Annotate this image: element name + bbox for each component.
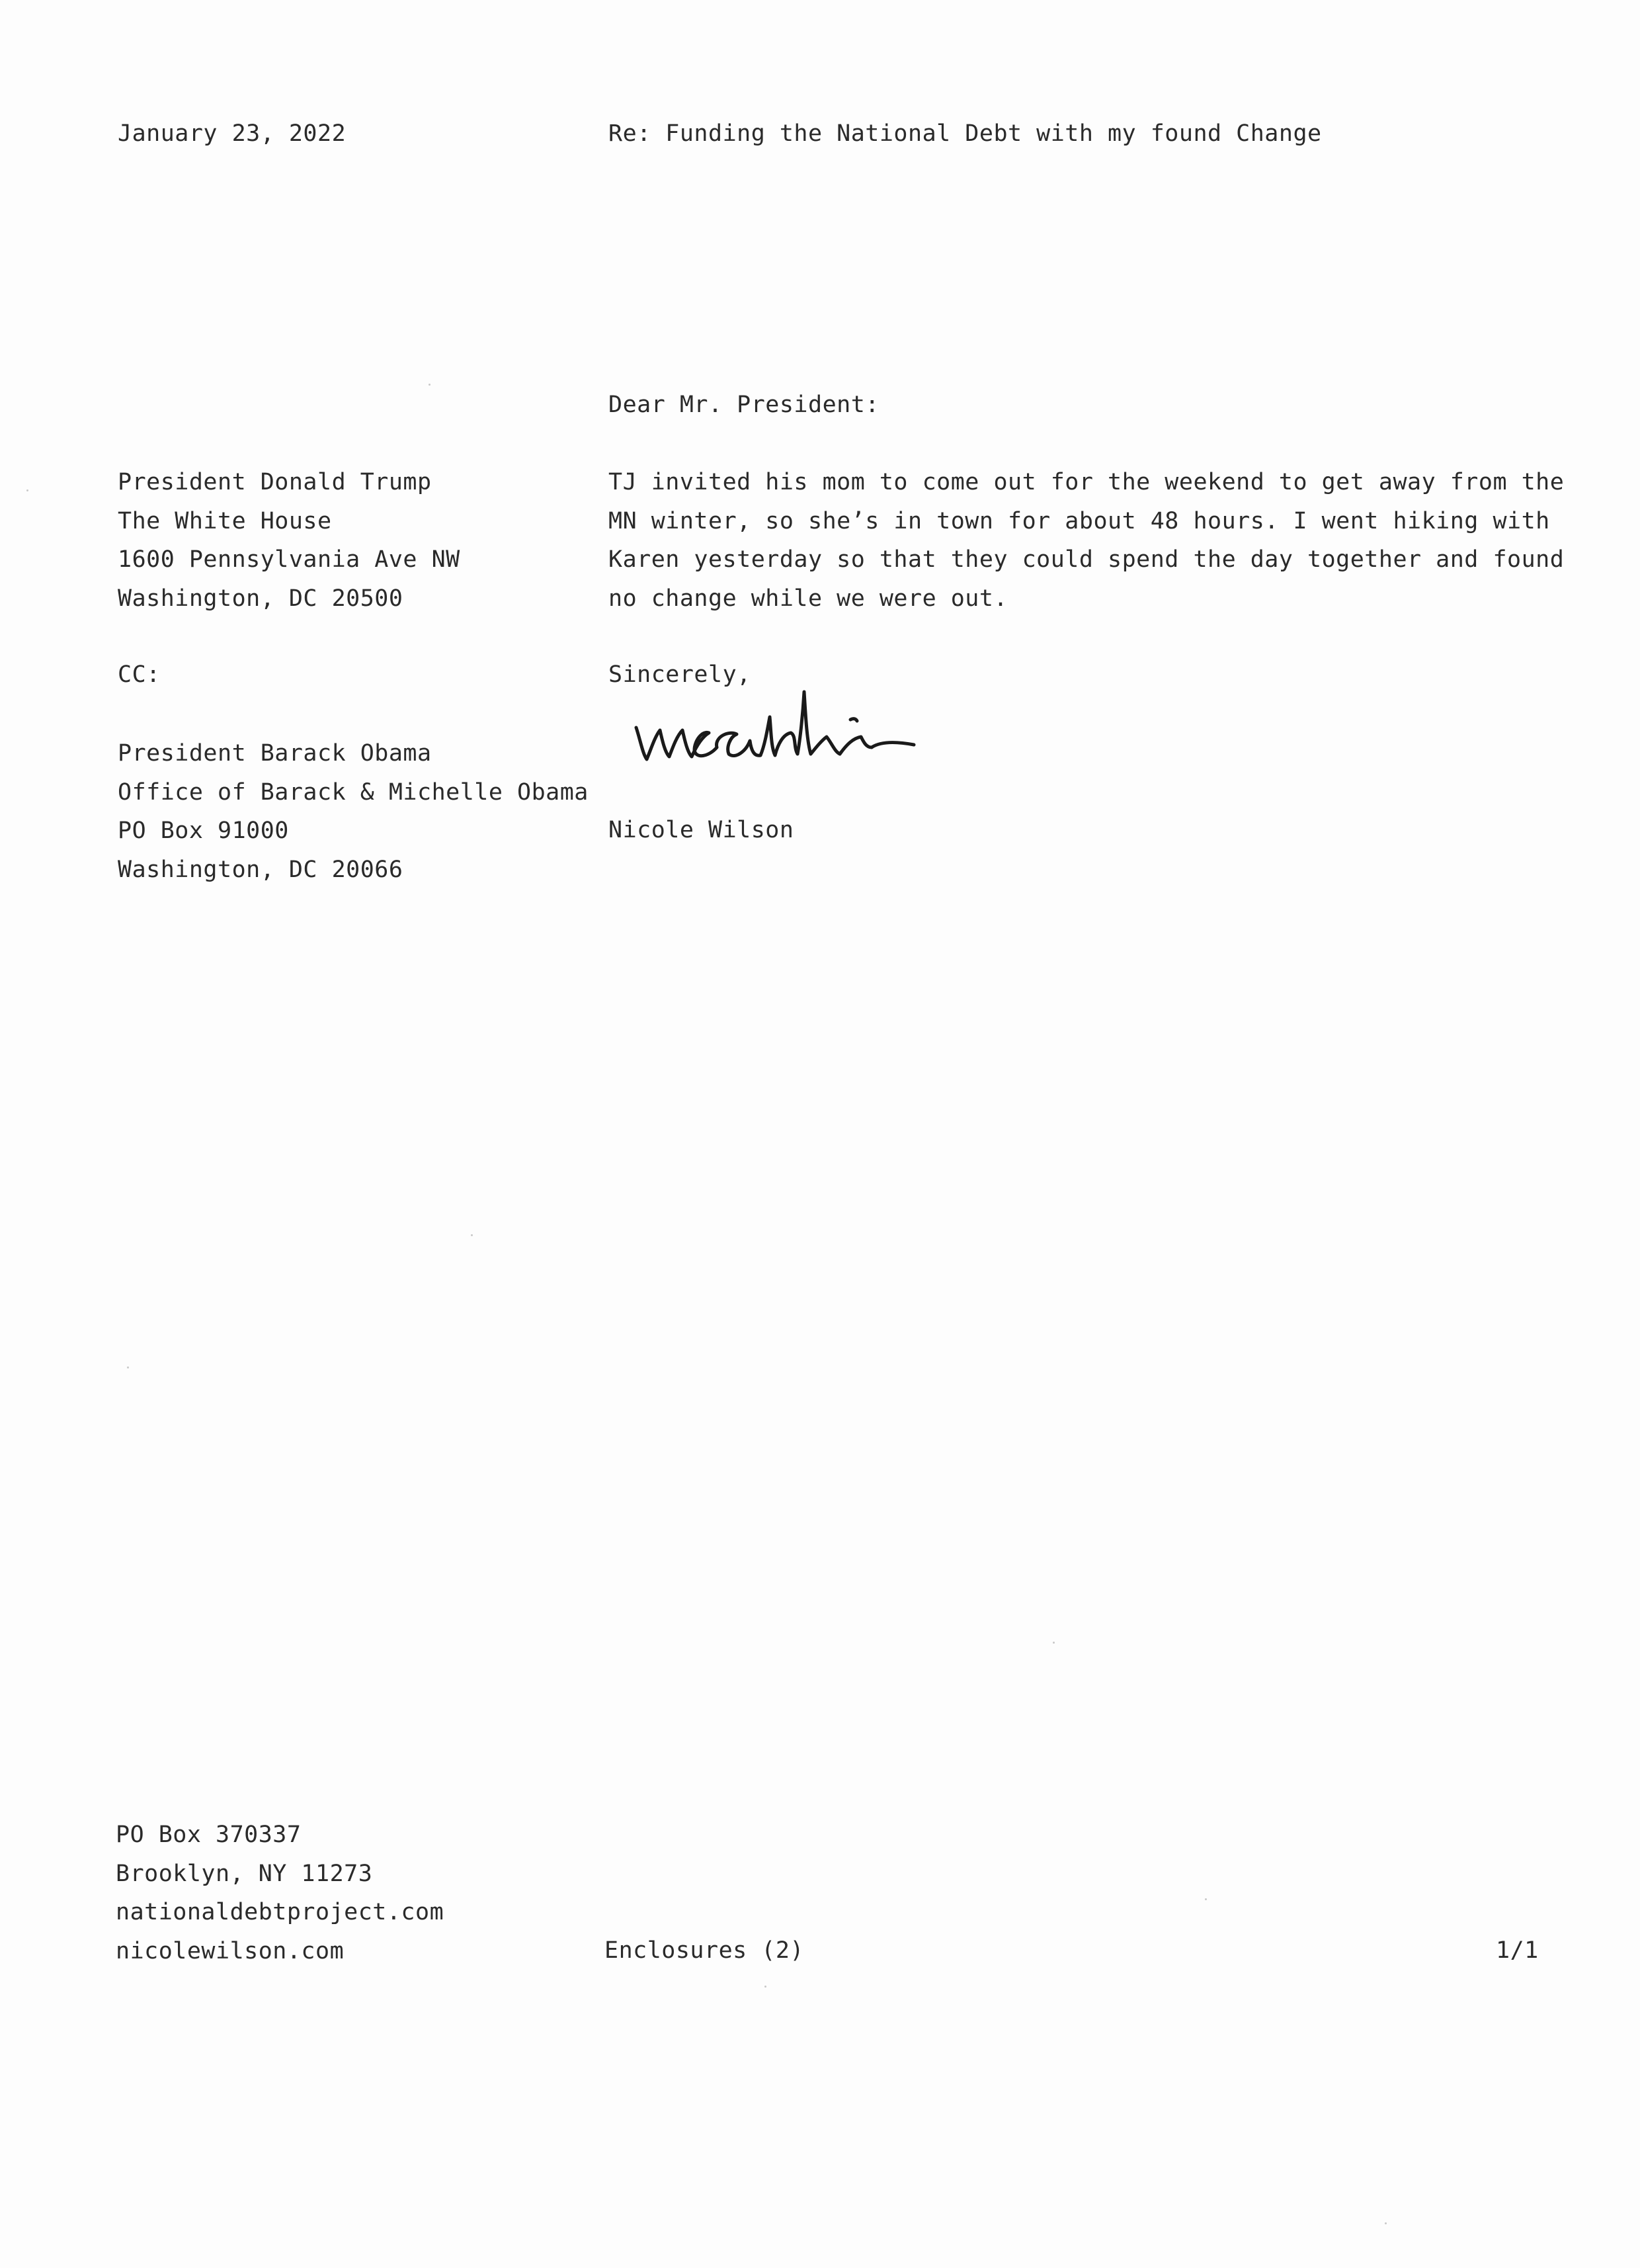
scan-speck <box>1053 1642 1055 1644</box>
letter-body <box>608 463 1565 618</box>
cc-line: President Barack Obama <box>118 740 432 767</box>
footer-website-link[interactable]: nationaldebtproject.com <box>116 1899 444 1925</box>
letter-date: January 23, 2022 <box>118 120 347 147</box>
scan-speck <box>764 1986 766 1988</box>
footer-website-link[interactable]: nicolewilson.com <box>116 1937 345 1964</box>
closing: Sincerely, <box>608 661 751 688</box>
scan-speck <box>429 384 430 386</box>
body-line: TJ invited his mom to come out for the weekend to get away from the <box>608 469 1565 495</box>
footer-address <box>116 1816 444 1970</box>
cc-line: Office of Barack & Michelle Obama <box>118 778 589 806</box>
letter-subject: Re: Funding the National Debt with my found Change <box>608 120 1322 147</box>
body-line: Karen yesterday so that they could spend the day together and found <box>608 546 1565 573</box>
scan-speck <box>1205 1898 1207 1900</box>
scan-speck <box>471 1234 473 1236</box>
salutation: Dear Mr. President: <box>608 392 880 418</box>
recipient-address <box>118 463 460 618</box>
cc-line: Washington, DC 20066 <box>118 856 403 883</box>
cc-address <box>118 734 589 889</box>
body-line: MN winter, so she’s in town for about 48 hours. I went hiking with <box>608 507 1550 534</box>
footer-address-line: Brooklyn, NY 11273 <box>116 1860 373 1887</box>
scan-speck <box>1385 2222 1387 2224</box>
scan-speck <box>127 1366 129 1368</box>
body-line: no change while we were out. <box>608 585 1008 612</box>
footer-address-line: PO Box 370337 <box>116 1822 302 1848</box>
recipient-line: The White House <box>118 507 332 534</box>
cc-line: PO Box 91000 <box>118 818 289 844</box>
recipient-line: 1600 Pennsylvania Ave NW <box>118 546 460 573</box>
cc-label: CC: <box>118 661 161 688</box>
enclosures-note: Enclosures (2) <box>604 1937 805 1964</box>
recipient-line: President Donald Trump <box>118 469 432 495</box>
scan-speck <box>26 489 28 491</box>
handwritten-signature <box>628 681 972 780</box>
sender-name: Nicole Wilson <box>608 817 794 843</box>
page-number: 1/1 <box>1496 1937 1539 1964</box>
recipient-line: Washington, DC 20500 <box>118 585 403 612</box>
